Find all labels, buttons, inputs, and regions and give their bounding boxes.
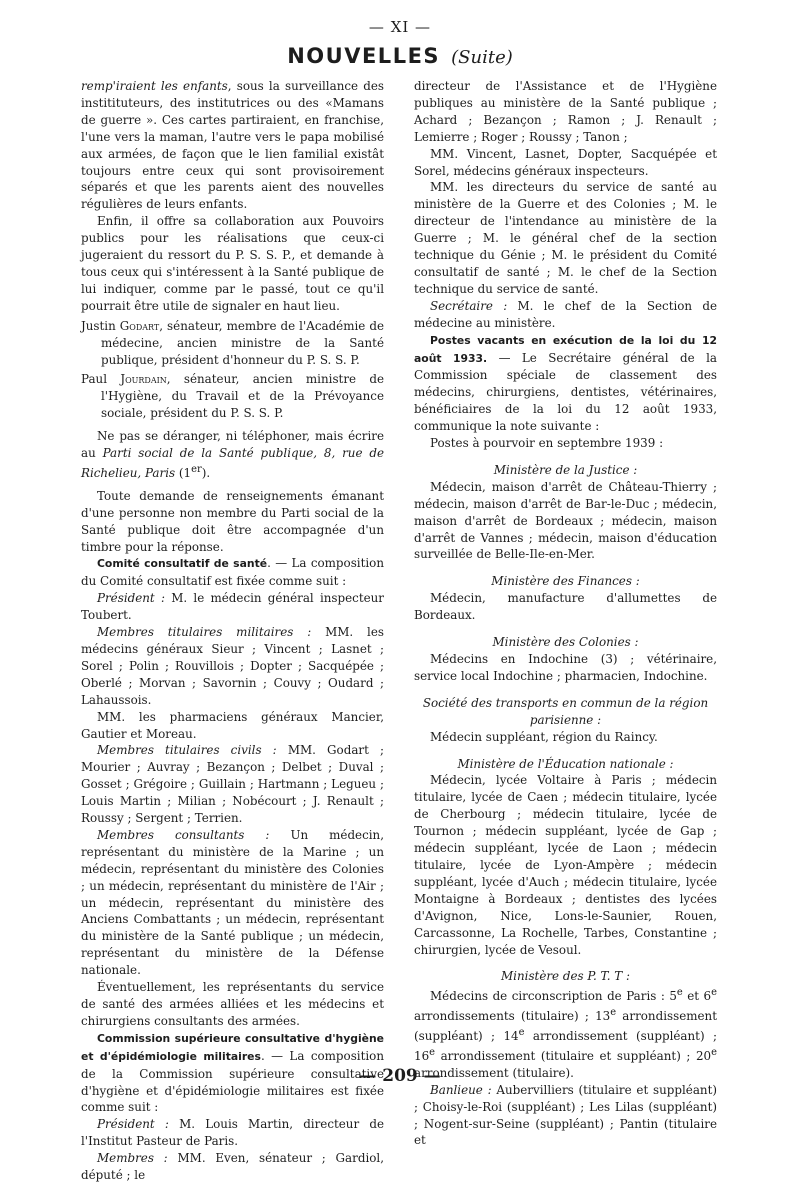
paragraph: Président : M. Louis Martin, directeur de l'Institut Pasteur de Paris. bbox=[81, 1117, 384, 1149]
paragraph: Membres titulaires civils : MM. Godart ; Mourier ; Auvray ; Bezançon ; Delbet ; Duval ; Gosset ; Grégoire ; Guillain ; Hartmann ; Legueu ; Louis Martin ; Milian ; Nobécourt ; J. Renault ; Roussy ; Sergent ; Terrien. bbox=[81, 743, 384, 826]
paragraph: Médecin, maison d'arrêt de Château-Thierry ; médecin, maison d'arrêt de Bar-le-Duc ; médecin, maison d'arrêt de Bordeaux ; médecin, maison d'arrêt de Vannes ; médecin, maison d'éducation surveillée de Belle-Ile-en-Mer. bbox=[414, 479, 717, 562]
left-column bbox=[81, 78, 384, 1184]
section-title-suffix: (Suite) bbox=[451, 47, 513, 68]
signature-godart: Justin Godart, sénateur, membre de l'Académie de médecine, ancien ministre de la Santé publique, président d'honneur du P. S. S. P. bbox=[81, 318, 384, 367]
page-title bbox=[0, 44, 800, 68]
paragraph: MM. les pharmaciens généraux Mancier, Gautier et Moreau. bbox=[81, 709, 384, 741]
paragraph: Toute demande de renseignements émanant d'une personne non membre du Parti social de la Santé publique doit être accompagnée d'un timbre pour la réponse. bbox=[81, 488, 384, 554]
paragraph: Membres : MM. Even, sénateur ; Gardiol, député ; le bbox=[81, 1151, 384, 1183]
paragraph: Enfin, il offre sa collaboration aux Pouvoirs publics pour les réalisations que ceux-ci jugeraient du ressort du P. S. S. P., et demande à tous ceux qui s'intéressent à la Santé publique de lui indiquer, comme par le passé, tout ce qu'il pourrait être utile de signaler en haut lieu. bbox=[81, 214, 384, 313]
section-commission-superieure: Commission supérieure consultative d'hygiène et d'épidémiologie militaires. — La composition de la Commission supérieure consultative d'hygiène et d'épidémiologie militaires est fixée comme suit : bbox=[81, 1031, 385, 1115]
paragraph: Médecin, manufacture d'allumettes de Bordeaux. bbox=[414, 591, 717, 623]
text: , sous la surveillance des institituteurs, des institutrices ou des «Mamans de guerre ». Ces cartes partiraient, en franchise, l'une vers la maman, l'autre vers le papa mobilisé aux armées, de façon que le lien familial existât toujours entre ceux qui sont provisoirement séparés et que les parents aient des nouvelles régulières de leurs enfants. bbox=[81, 79, 384, 212]
ministry-heading: Ministère des Colonies : bbox=[492, 635, 639, 650]
italic-text: remp'iraient les enfants bbox=[81, 79, 228, 93]
paragraph: Membres titulaires militaires : MM. les médecins généraux Sieur ; Vincent ; Lasnet ; Sorel ; Polin ; Rouvillois ; Dopter ; Sacquépée ; Oberlé ; Morvan ; Savornin ; Couvy ; Oudard ; Lahaussois. bbox=[81, 625, 384, 707]
ministry-heading: Ministère de l'Éducation nationale : bbox=[457, 756, 674, 771]
contact-note: Ne pas se déranger, ni téléphoner, mais écrire au Parti social de la Santé publique, 8, rue de Richelieu, Paris (1er). bbox=[81, 429, 384, 480]
paragraph: Secrétaire : M. le chef de la Section de médecine au ministère. bbox=[414, 298, 717, 330]
paragraph: Médecin suppléant, région du Raincy. bbox=[430, 729, 658, 744]
signature-jourdain: Paul Jourdain, sénateur, ancien ministre de l'Hygiène, du Travail et de la Prévoyance sociale, président du P. S. S. P. bbox=[81, 372, 385, 421]
paragraph: MM. Vincent, Lasnet, Dopter, Sacquépée et Sorel, médecins généraux inspecteurs. bbox=[414, 146, 717, 178]
ministry-heading: Société des transports en commun de la région parisienne : bbox=[422, 695, 709, 727]
paragraph: Médecins de circonscription de Paris : 5e et 6e arrondissements (titulaire) ; 13e arrondissement (suppléant) ; 14e arrondissement (suppléant) ; 16e arrondissement (titulaire et suppléant) ; 20e arrondissement (titulaire). bbox=[414, 987, 718, 1080]
right-column bbox=[414, 78, 717, 1149]
section-comite-consultatif: Comité consultatif de santé. — La composition du Comité consultatif est fixée comme suit : bbox=[81, 556, 384, 589]
ministry-heading: Ministère des P. T. T : bbox=[501, 969, 630, 984]
section-postes-vacants: Postes vacants en exécution de la loi du 12 août 1933. — Le Secrétaire général de la Commission spéciale de classement des médecins, chirurgiens, dentistes, vétérinaires, bénéficiaires de la loi du 12 août 1933, communique la note suivante : bbox=[414, 333, 717, 434]
paragraph: Médecin, lycée Voltaire à Paris ; médecin titulaire, lycée de Caen ; médecin titulaire, lycée de Cherbourg ; médecin titulaire, lycée de Tournon ; médecin suppléant, lycée de Gap ; médecin suppléant, lycée de Laon ; médecin titulaire, lycée de Lyon-Ampère ; médecin suppléant, lycée d'Auch ; médecin titulaire, lycée Montaigne à Bordeaux ; dentistes des lycées d'Avignon, Nice, Lons-le-Saunier, Rouen, Carcassonne, La Rochelle, Tarbes, Constantine ; chirurgien, lycée de Vesoul. bbox=[414, 773, 717, 957]
paragraph: Président : M. le médecin général inspecteur Toubert. bbox=[81, 591, 384, 623]
paragraph: Banlieue : Aubervilliers (titulaire et suppléant) ; Choisy-le-Roi (suppléant) ; Les Lilas (suppléant) ; Nogent-sur-Seine (suppléant) ; Pantin (titulaire et bbox=[414, 1082, 717, 1148]
paragraph: MM. les directeurs du service de santé au ministère de la Guerre et des Colonies ; M. le directeur de l'intendance au ministère de la Guerre ; M. le général chef de la section technique du Génie ; M. le président du Comité consultatif de santé ; M. le chef de la Section technique du service de santé. bbox=[414, 180, 717, 296]
paragraph: Membres consultants : Un médecin, représentant du ministère de la Marine ; un médecin, représentant du ministère des Colonies ; un médecin, représentant du ministère de l'Air ; un médecin, représentant du ministère des Anciens Combattants ; un médecin, représentant du ministère de la Santé publique ; un médecin, représentant du ministère de la Défense nationale. bbox=[81, 827, 384, 978]
page-number: — 209 — bbox=[359, 1066, 441, 1086]
paragraph: directeur de l'Assistance et de l'Hygiène publiques au ministère de la Santé publique ; Achard ; Bezançon ; Ramon ; J. Renault ; Lemierre ; Roger ; Roussy ; Tanon ; bbox=[414, 79, 717, 144]
section-title: NOUVELLES bbox=[287, 44, 441, 68]
paragraph: Médecins en Indochine (3) ; vétérinaire, service local Indochine ; pharmacien, Indochine. bbox=[414, 652, 717, 683]
paragraph bbox=[81, 78, 384, 213]
ministry-heading: Ministère de la Justice : bbox=[493, 462, 638, 477]
paragraph: Postes à pourvoir en septembre 1939 : bbox=[430, 436, 664, 451]
ministry-heading: Ministère des Finances : bbox=[491, 574, 640, 589]
page-roman-numeral: — XI — bbox=[368, 18, 432, 36]
paragraph: Éventuellement, les représentants du service de santé des armées alliées et les médecins et chirurgiens consultants des armées. bbox=[81, 980, 384, 1028]
